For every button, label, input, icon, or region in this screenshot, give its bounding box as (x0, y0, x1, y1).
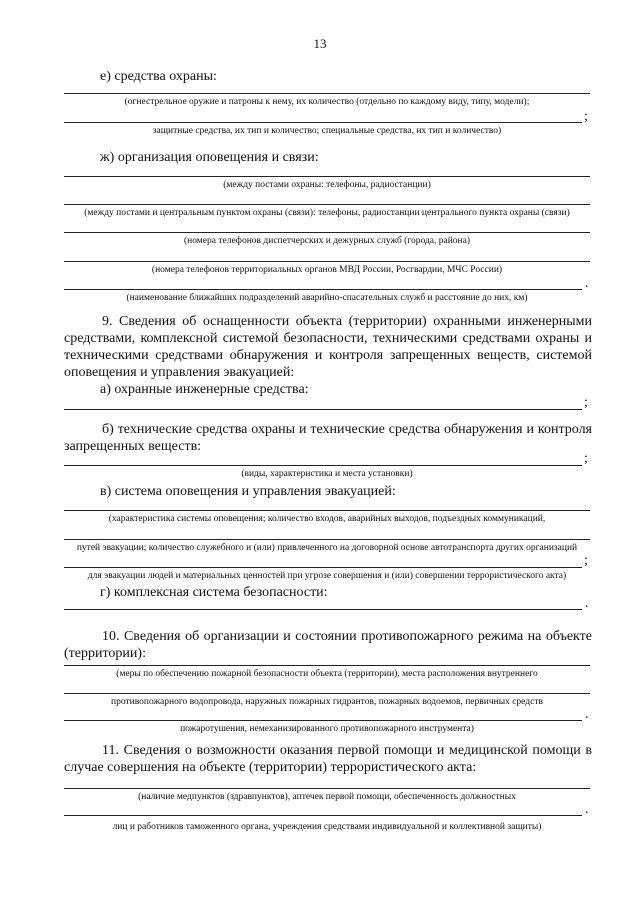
fill-line (64, 122, 582, 123)
section-zh-title: ж) организация оповещения и связи: (100, 150, 319, 165)
section-10-text: 10. Сведения об организации и состоянии противопожарного режима на объекте (территории): (64, 629, 592, 661)
section-zh-caption-4: (номера телефонов территориальных органов МВД России, Росгвардии, МЧС России) (151, 265, 503, 275)
section-zh-caption-5: (наименование ближайших подразделений аварийно-спасательных служб и расстояние до них, км) (126, 293, 528, 303)
fill-line (64, 609, 582, 610)
line-end-mark: ; (584, 451, 588, 466)
section-e-caption-2: защитные средства, их тип и количество; специальные средства, их тип и количество) (152, 126, 502, 136)
fill-line (64, 720, 582, 721)
line-end-mark: . (585, 596, 589, 611)
section-9b-caption: (виды, характеристика и места установки) (241, 469, 413, 479)
fill-line (64, 665, 590, 666)
fill-line (64, 261, 590, 262)
fill-line (64, 204, 590, 205)
fill-line (64, 93, 590, 94)
fill-line (64, 409, 582, 410)
section-9-text: 9. Сведения об оснащенности объекта (территории) охранными инженерными средствами, комплексной системой безопасности, техническими средствами охраны и техническими средствами обнаружения и контроля запрещенных веществ, системой оповещения и управления эвакуацией: (64, 314, 592, 380)
line-end-mark: . (585, 276, 589, 291)
line-end-mark: . (585, 707, 589, 722)
section-11-text: 11. Сведения о возможности оказания первой помощи и медицинской помощи в случае совершения на объекте (территории) террористического акта: (64, 743, 592, 775)
fill-line (64, 788, 590, 789)
line-end-mark: ; (584, 109, 588, 124)
section-11-caption-1: (наличие медпунктов (здравпунктов), аптечек первой помощи, обеспеченность должностных (138, 792, 516, 802)
section-9v-title: в) система оповещения и управления эвакуацией: (100, 484, 396, 499)
section-e-title: е) средства охраны: (100, 69, 217, 84)
section-9g-title: г) комплексная система безопасности: (100, 585, 328, 600)
line-end-mark: . (585, 802, 589, 817)
section-10-caption-1: (меры по обеспечению пожарной безопасности объекта (территории), места расположения внутреннего (116, 669, 538, 679)
section-11-caption-2: лиц и работников таможенного органа, учреждения средствами индивидуальной и коллективной защиты) (112, 822, 542, 832)
fill-line (64, 176, 590, 177)
fill-line (64, 289, 582, 290)
fill-line (64, 539, 590, 540)
fill-line (64, 232, 590, 233)
section-9v-caption-3: для эвакуации людей и материальных ценностей при угрозе совершения и (или) совершении террористического акта) (87, 571, 567, 581)
section-10-caption-3: пожаротушения, немеханизированного противопожарного инструмента) (180, 724, 474, 734)
section-9a-title: а) охранные инженерные средства: (100, 382, 309, 397)
section-zh-caption-3: (номера телефонов диспетчерских и дежурных служб (города, района) (183, 236, 471, 246)
line-end-mark: ; (584, 395, 588, 410)
fill-line (64, 567, 582, 568)
page-number: 13 (313, 36, 327, 51)
section-10-caption-2: противопожарного водопровода, наружных пожарных гидрантов, пожарных водоемов, первичных средств (111, 697, 543, 707)
fill-line (64, 815, 582, 816)
section-9v-caption-2: путей эвакуации; количество служебного и (или) привлеченного на договорной основе автотранспорта других организаций (76, 543, 578, 553)
fill-line (64, 693, 590, 694)
line-end-mark: ; (584, 553, 588, 568)
fill-line (64, 510, 590, 511)
section-zh-caption-2: (между постами и центральным пунктом охраны (связи): телефоны, радиостанции центрального пункта охраны (связи) (84, 208, 570, 218)
section-9v-caption-1: (характеристика системы оповещения; количество входов, аварийных выходов, подъездных коммуникаций, (108, 514, 546, 524)
section-zh-caption-1: (между постами охраны: телефоны, радиостанции) (223, 180, 431, 190)
fill-line (64, 465, 582, 466)
section-e-caption-1: (огнестрельное оружие и патроны к нему, их количество (отдельно по каждому виду, типу, модели); (124, 97, 530, 107)
section-9b-text: б) технические средства охраны и технические средства обнаружения и контроля запрещенных веществ: (64, 422, 592, 454)
